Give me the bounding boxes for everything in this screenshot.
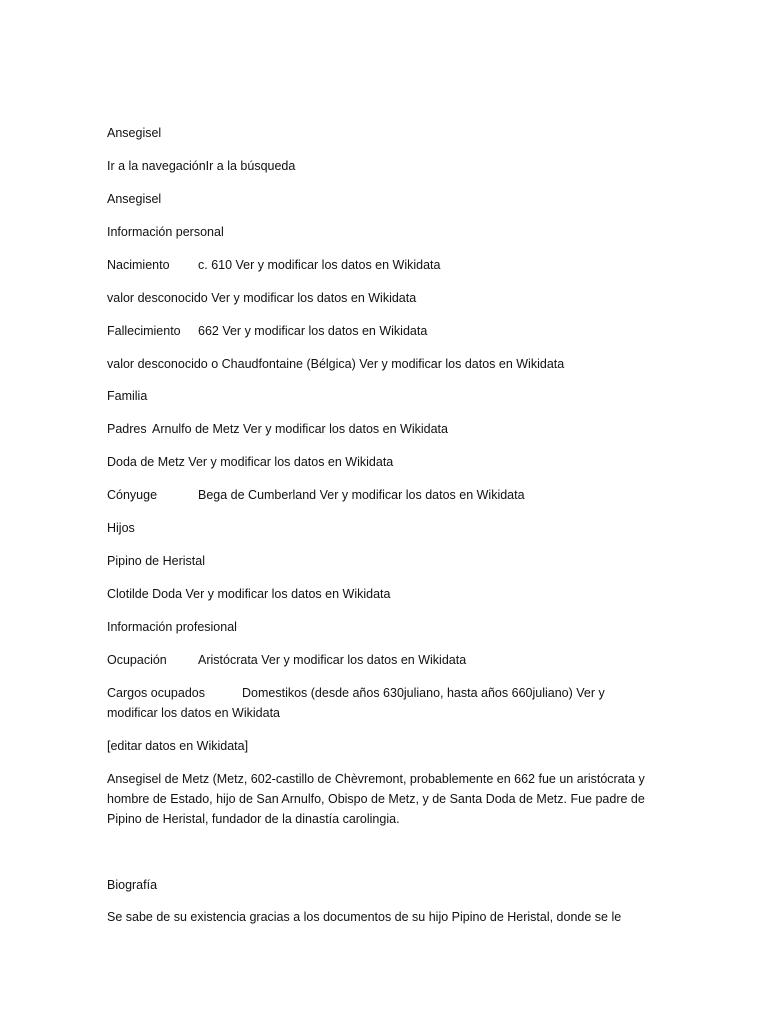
death-label: Fallecimiento [107, 324, 181, 338]
positions-label: Cargos ocupados [107, 686, 205, 700]
biography-text: Se sabe de su existencia gracias a los documentos de su hijo Pipino de Heristal, donde se le [107, 910, 622, 924]
parents-value[interactable]: Arnulfo de Metz Ver y modificar los datos en Wikidata [152, 422, 448, 436]
section-professional-heading: Información profesional [107, 620, 237, 634]
occupation-value[interactable]: Aristócrata Ver y modificar los datos en Wikidata [198, 653, 467, 667]
birth-place-value[interactable]: valor desconocido Ver y modificar los datos en Wikidata [107, 291, 417, 305]
intro-paragraph: Ansegisel de Metz (Metz, 602-castillo de Chèvremont, probablemente en 662 fue un aristócrata y hombre de Estado, hijo de San Arnulfo, Obispo de Metz, y de Santa Doda de Metz. Fue padre de Pipino de Heristal, fundador de la dinastía carolingia. [107, 772, 645, 826]
positions-value-line1[interactable]: Domestikos (desde años 630juliano, hasta años 660juliano) Ver y [242, 686, 605, 700]
spouse-value[interactable]: Bega de Cumberland Ver y modificar los datos en Wikidata [198, 488, 525, 502]
birth-label: Nacimiento [107, 258, 170, 272]
section-family-heading: Familia [107, 389, 148, 403]
birth-row [107, 257, 440, 273]
birth-value[interactable]: c. 610 Ver y modificar los datos en Wikidata [198, 258, 441, 272]
navigation-links[interactable]: Ir a la navegaciónIr a la búsqueda [107, 159, 296, 173]
edit-wikidata-link[interactable]: [editar datos en Wikidata] [107, 739, 249, 753]
parents-value-2[interactable]: Doda de Metz Ver y modificar los datos en Wikidata [107, 455, 394, 469]
children-value[interactable]: Pipino de Heristal [107, 554, 205, 568]
death-row [107, 323, 427, 339]
parents-row [107, 421, 448, 437]
spouse-label: Cónyuge [107, 488, 158, 502]
positions-row [107, 685, 605, 701]
biography-heading: Biografía [107, 878, 158, 892]
children-value-2[interactable]: Clotilde Doda Ver y modificar los datos en Wikidata [107, 587, 391, 601]
spouse-row [107, 487, 525, 503]
death-place-value[interactable]: valor desconocido o Chaudfontaine (Bélgica) Ver y modificar los datos en Wikidata [107, 357, 565, 371]
parents-label: Padres [107, 422, 147, 436]
occupation-row [107, 652, 466, 668]
children-label: Hijos [107, 521, 135, 535]
positions-value-line2[interactable]: modificar los datos en Wikidata [107, 706, 280, 720]
occupation-label: Ocupación [107, 653, 167, 667]
death-value[interactable]: 662 Ver y modificar los datos en Wikidata [198, 324, 428, 338]
page-title: Ansegisel [107, 126, 162, 140]
infobox-title: Ansegisel [107, 192, 162, 206]
section-personal-heading: Información personal [107, 225, 224, 239]
